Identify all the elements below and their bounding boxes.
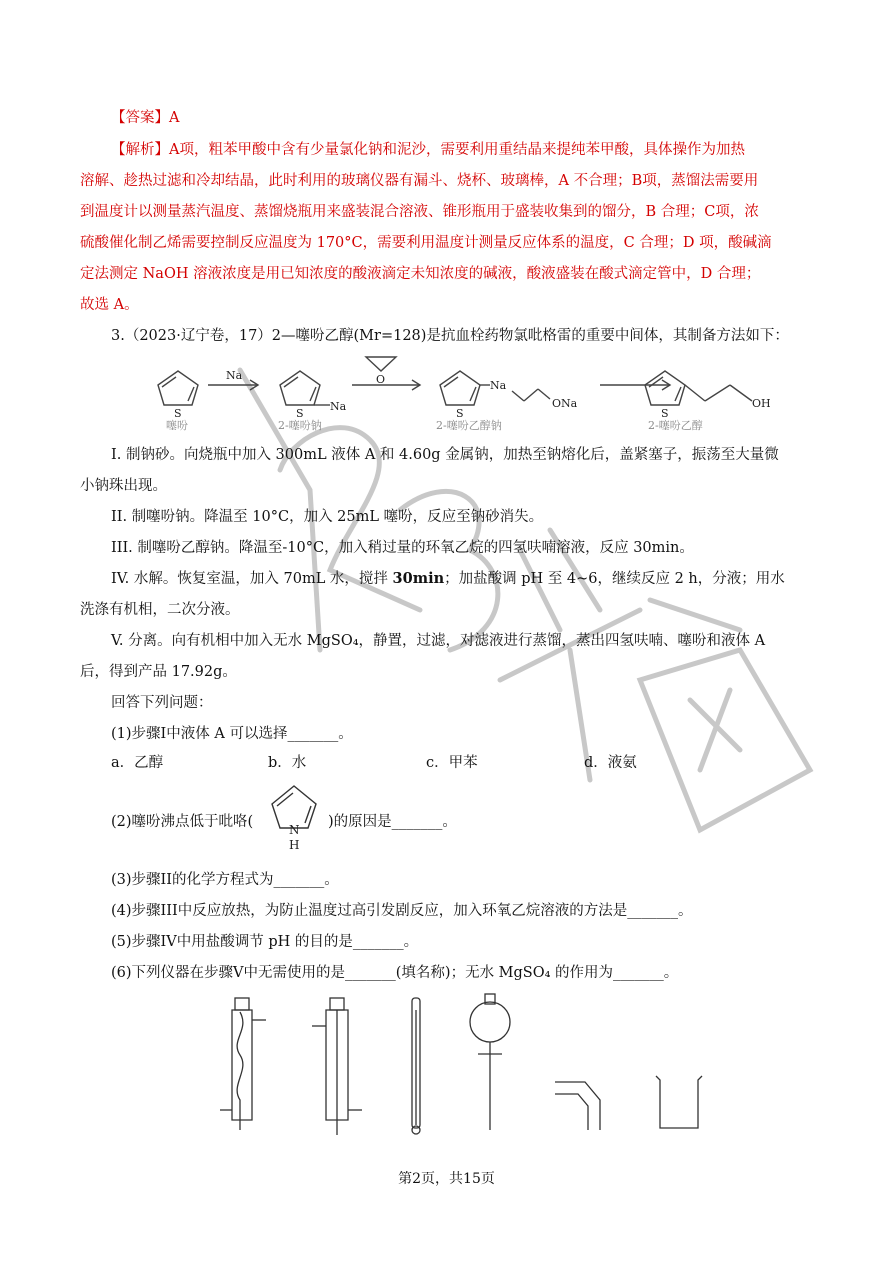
answer-line: [111, 108, 179, 128]
separatory-funnel: [470, 994, 510, 1130]
step-1-line-1: I. 制钠砂。向烧瓶中加入 300mL 液体 A 和 4.60g 金属钠，加热至钠熔化后，盖紧塞子，振荡至大量微: [111, 447, 779, 463]
beaker: [656, 1076, 702, 1128]
step-1-line-2: 小钠珠出现。: [80, 478, 167, 494]
page-footer: 第2页，共15页: [398, 1171, 495, 1187]
step-4-text-a: IV. 水解。恢复室温，加入 70mL 水，搅拌: [111, 571, 393, 587]
adapter-tube: [555, 1082, 600, 1130]
s-label-3: S: [456, 407, 464, 420]
step-4-bold: 30min: [392, 570, 445, 587]
analysis-line-1: [111, 140, 745, 160]
step-4-line-1: [111, 569, 785, 589]
epoxide-o: O: [376, 373, 386, 386]
analysis-line-4: 硫酸催化制乙烯需要控制反应温度为 170°C，需要利用温度计测量反应体系的温度，C 合理；D 项，酸碱滴: [80, 235, 772, 251]
step-5-line-1: V. 分离。向有机相中加入无水 MgSO₄，静置，过滤，对滤液进行蒸馏，蒸出四氢呋喃、噻吩和液体 A: [111, 633, 766, 649]
analysis-line-3: 到温度计以测量蒸汽温度、蒸馏烧瓶用来盛装混合溶液、锥形瓶用于盛装收集到的馏分，B 合理；C项，浓: [80, 204, 759, 220]
compound-4-name: 2-噻吩乙醇: [648, 419, 703, 432]
step-3: III. 制噻吩乙醇钠。降温至-10°C，加入稍过量的环氧乙烷的四氢呋喃溶液，反应 30min。: [111, 540, 694, 556]
step-5-line-2: 后，得到产品 17.92g。: [80, 664, 237, 680]
compound-1-name: 噻吩: [166, 419, 188, 432]
question-intro: 3.（2023·辽宁卷，17）2—噻吩乙醇(Mr=128)是抗血栓药物氯吡格雷的重要中间体，其制备方法如下：: [111, 328, 789, 344]
answer-value: A: [169, 110, 180, 126]
question-2-post: )的原因是_______。: [328, 814, 457, 830]
option-a: a．乙醇: [111, 755, 164, 771]
analysis-label: 【解析】: [111, 142, 169, 158]
pyrrole-n: N: [289, 823, 300, 837]
analysis-line-6: 故选 A。: [80, 297, 139, 313]
question-1: (1)步骤I中液体 A 可以选择_______。: [111, 726, 353, 742]
question-3: (3)步骤II的化学方程式为_______。: [111, 872, 339, 888]
analysis-line-2: 溶解、趁热过滤和冷却结晶，此时利用的玻璃仪器有漏斗、烧杯、玻璃棒，A 不合理；B项，蒸馏法需要用: [80, 173, 759, 189]
question-4: (4)步骤III中反应放热，为防止温度过高引发剧反应，加入环氧乙烷溶液的方法是_______。: [111, 903, 693, 919]
straight-condenser: [312, 998, 362, 1135]
bulb-condenser: [220, 998, 266, 1130]
na-label-3: Na: [490, 379, 507, 392]
question-6: (6)下列仪器在步骤V中无需使用的是_______(填名称)；无水 MgSO₄ 的作用为_______。: [111, 965, 679, 981]
ask-heading: 回答下列问题：: [111, 695, 213, 711]
option-d: d．液氨: [584, 755, 637, 771]
step-4-line-2: 洗涤有机相，二次分液。: [80, 602, 240, 618]
na-label-2: Na: [330, 400, 347, 413]
pyrrole-h: H: [289, 838, 300, 852]
step-2: II. 制噻吩钠。降温至 10°C，加入 25mL 噻吩，反应至钠砂消失。: [111, 509, 544, 525]
compound-3-name: 2-噻吩乙醇钠: [436, 419, 502, 432]
pyrrole-structure: [258, 774, 330, 854]
question-2-pre: (2)噻吩沸点低于吡咯(: [111, 814, 254, 830]
reagent-na: Na: [226, 369, 243, 382]
step-4-text-b: ；加盐酸调 pH 至 4~6，继续反应 2 h，分液；用水: [444, 571, 785, 587]
ona-label: ONa: [552, 397, 578, 410]
compound-2-name: 2-噻吩钠: [278, 419, 322, 432]
apparatus-figure: [220, 990, 720, 1140]
oh-label: OH: [752, 397, 771, 410]
answer-label: 【答案】: [111, 110, 169, 126]
option-b: b．水: [268, 755, 307, 771]
thermometer: [412, 998, 420, 1134]
s-label-1: S: [174, 407, 182, 420]
analysis-text: A项，粗苯甲酸中含有少量氯化钠和泥沙，需要利用重结晶来提纯苯甲酸，具体操作为加热: [169, 142, 745, 158]
reaction-scheme: [140, 355, 820, 435]
question-5: (5)步骤IV中用盐酸调节 pH 的目的是_______。: [111, 934, 419, 950]
s-label-4: S: [661, 407, 669, 420]
analysis-line-5: 定法测定 NaOH 溶液浓度是用已知浓度的酸液滴定未知浓度的碱液，酸液盛装在酸式滴定管中，D 合理；: [80, 266, 761, 282]
s-label-2: S: [296, 407, 304, 420]
option-c: c．甲苯: [426, 755, 478, 771]
